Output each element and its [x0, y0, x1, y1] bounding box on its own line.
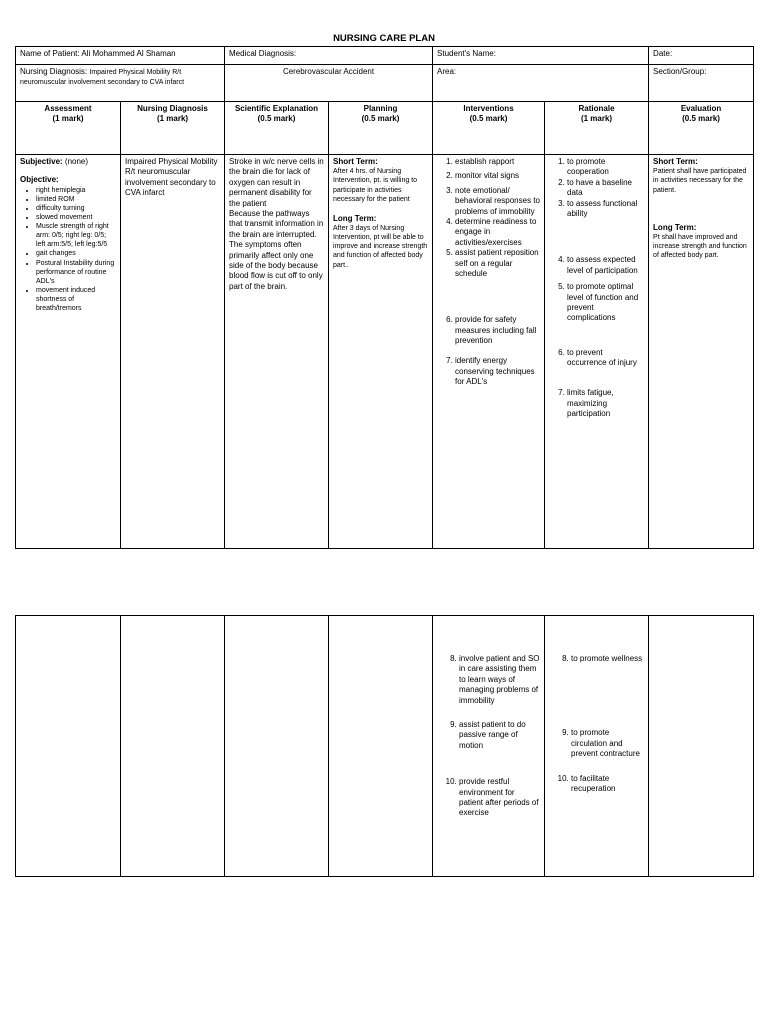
intervention-item: 4. determine readiness to engage in activities/exercises	[455, 217, 540, 248]
objective-item: • difficulty turning	[36, 204, 116, 213]
planning-long-term-text: After 3 days of Nursing Intervention, pt will be able to improve and increase strength and function of affected body part..	[333, 225, 428, 269]
explanation-paragraph-2: Because the pathways that transmit information in the brain are interrupted. The symptoms often primarily affect only one side of the body because blood flow is cut off to only part of the brain.	[229, 208, 324, 291]
column-header-planning: Planning (0.5 mark)	[329, 102, 433, 155]
assessment-cell-continued	[16, 616, 121, 877]
evaluation-short-term-text: Patient shall have participated in activities necessary for the patient.	[653, 168, 747, 194]
column-header-interventions: Interventions (0.5 mark)	[433, 102, 545, 155]
planning-long-term-label: Long Term:	[333, 213, 377, 223]
objective-label: Objective:	[20, 175, 59, 185]
planning-short-term-label: Short Term:	[333, 157, 378, 166]
objective-item: • gait changes	[36, 249, 116, 258]
planning-short-term-text: After 4 hrs. of Nursing Intervention, pt. is willing to participate in activities necessary for the patient	[333, 168, 418, 203]
rationale-item: 5. to promote optimal level of function and prevent complications	[567, 282, 644, 324]
rationale-item: 9. to promote circulation and prevent contracture	[571, 728, 644, 759]
assessment-cell	[16, 155, 121, 549]
objective-item: • right hemiplegia	[36, 186, 116, 195]
subjective-value: (none)	[64, 157, 89, 166]
nursing-diagnosis-header	[16, 65, 225, 102]
rationale-item: 1. to promote cooperation	[567, 157, 644, 178]
nursing-diagnosis-label: Nursing Diagnosis:	[20, 67, 88, 76]
subjective-label: Subjective:	[20, 157, 63, 166]
medical-diagnosis-value: Cerebrovascular Accident	[225, 65, 433, 102]
interventions-cell	[433, 155, 545, 549]
column-header-nursing-diagnosis: Nursing Diagnosis (1 mark)	[121, 102, 225, 155]
objective-item: • movement induced shortness of breath/tremors	[36, 286, 116, 313]
objective-list	[20, 186, 116, 313]
intervention-item: 8. involve patient and SO in care assisting them to learn ways of managing problems of immobility	[459, 654, 540, 706]
care-plan-table-page-1	[15, 46, 754, 549]
rationale-item: 6. to prevent occurrence of injury	[567, 348, 644, 369]
rationale-item: 2. to have a baseline data	[567, 178, 644, 199]
nursing-diagnosis-cell: Impaired Physical Mobility R/t neuromuscular involvement secondary to CVA infarct	[121, 155, 225, 549]
evaluation-long-term-label: Long Term:	[653, 222, 697, 232]
care-plan-table-page-2	[15, 615, 754, 877]
objective-item: • Postural Instability during performance of routine ADL's	[36, 259, 116, 286]
intervention-item: 10. provide restful environment for patient after periods of exercise	[459, 777, 540, 819]
rationale-item: 8. to promote wellness	[571, 654, 644, 664]
rationale-item: 7. limits fatigue, maximizing participation	[567, 388, 644, 419]
interventions-list	[437, 157, 540, 388]
evaluation-cell	[649, 155, 754, 549]
rationale-item: 3. to assess functional ability	[567, 199, 644, 220]
interventions-cell-continued	[433, 616, 545, 877]
column-header-evaluation: Evaluation (0.5 mark)	[649, 102, 754, 155]
scientific-explanation-cell-continued	[225, 616, 329, 877]
area-field: Area:	[433, 65, 649, 102]
intervention-item: 2. monitor vital signs	[455, 171, 540, 181]
students-name: Student's Name:	[433, 47, 649, 65]
rationale-cell	[545, 155, 649, 549]
nursing-diagnosis-cell-continued	[121, 616, 225, 877]
intervention-item: 6. provide for safety measures including fall prevention	[455, 315, 540, 346]
column-header-scientific-explanation: Scientific Explanation (0.5 mark)	[225, 102, 329, 155]
intervention-item: 5. assist patient reposition self on a regular schedule	[455, 248, 540, 279]
objective-item: • Muscle strength of right arm: 0/5; right leg: 0/5; left arm:5/5; left leg:5/5	[36, 222, 116, 249]
intervention-item: 7. identify energy conserving techniques for ADL's	[455, 356, 540, 387]
rationale-list	[549, 157, 644, 420]
document-title: NURSING CARE PLAN	[333, 33, 435, 44]
objective-item: • slowed movement	[36, 213, 116, 222]
intervention-item: 9. assist patient to do passive range of motion	[459, 720, 540, 751]
intervention-item: 3. note emotional/ behavioral responses to problems of immobility	[455, 186, 540, 217]
evaluation-short-term-label: Short Term:	[653, 157, 698, 166]
objective-item: • limited ROM	[36, 195, 116, 204]
intervention-item: 1. establish rapport	[455, 157, 540, 167]
interventions-list-continued	[437, 654, 540, 819]
medical-diagnosis-label: Medical Diagnosis:	[225, 47, 433, 65]
evaluation-cell-continued	[649, 616, 754, 877]
rationale-list-continued	[549, 654, 644, 794]
section-group-field: Section/Group:	[649, 65, 754, 102]
evaluation-long-term-text: Pt shall have improved and increase strength and function of affected body part.	[653, 234, 747, 260]
rationale-item: 4. to assess expected level of participation	[567, 255, 644, 276]
planning-cell-continued	[329, 616, 433, 877]
column-header-rationale: Rationale (1 mark)	[545, 102, 649, 155]
patient-name: Name of Patient: Ali Mohammed Al Shaman	[16, 47, 225, 65]
scientific-explanation-cell	[225, 155, 329, 549]
planning-cell	[329, 155, 433, 549]
nursing-diagnosis-value: Impaired Physical Mobility R/t neuromuscular involvement secondary to CVA infarct	[20, 69, 185, 87]
explanation-paragraph-1: Stroke in w/c nerve cells in the brain die for lack of oxygen can result in permanent disability for the patient	[229, 157, 324, 208]
date-field: Date:	[649, 47, 754, 65]
column-header-assessment: Assessment (1 mark)	[16, 102, 121, 155]
rationale-item: 10. to facilitate recuperation	[571, 774, 644, 795]
rationale-cell-continued	[545, 616, 649, 877]
